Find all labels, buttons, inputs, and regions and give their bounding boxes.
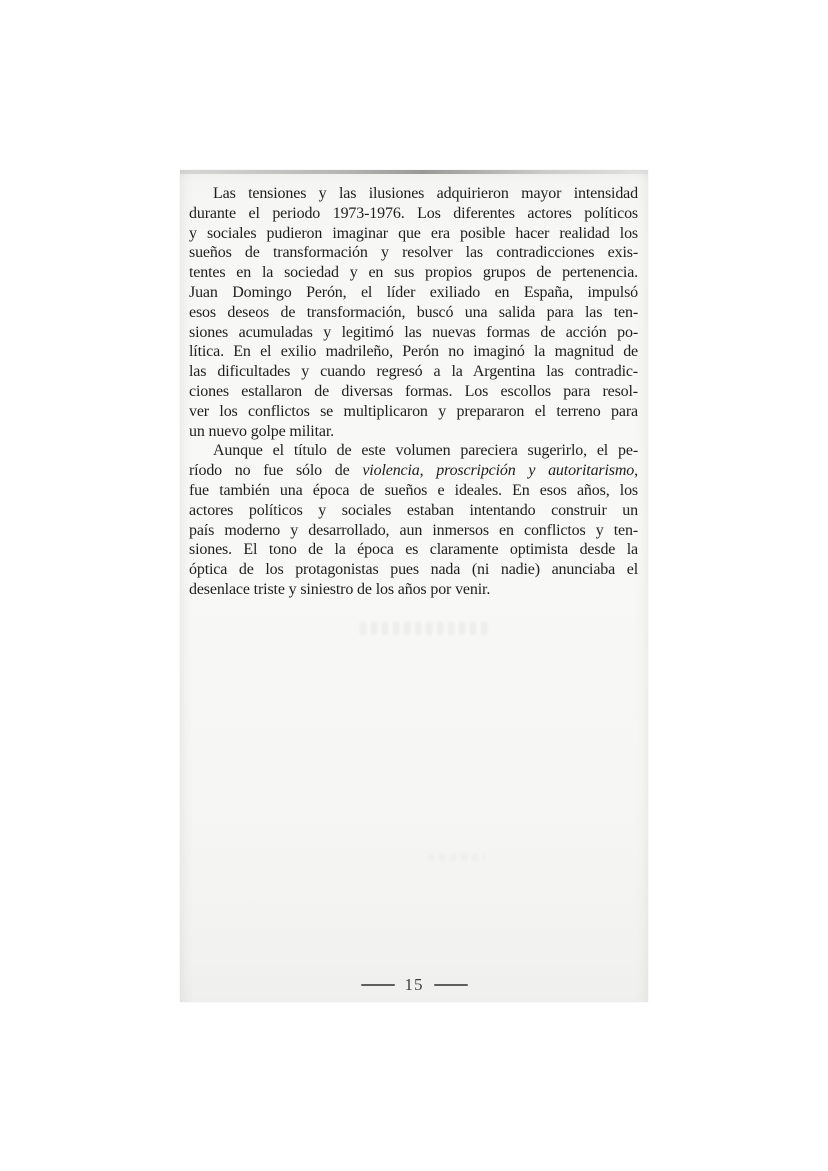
paragraph1-line: ver los conflictos se multiplicaron y prepararon el terreno para (189, 402, 638, 420)
paragraph1-line: esos deseos de transformación, buscó una salida para las ten- (189, 303, 638, 321)
paragraph2-line: siones. El tono de la época es claramente optimista desde la (189, 541, 638, 559)
paragraph1-line: lítica. En el exilio madrileño, Perón no imaginó la magnitud de (189, 343, 638, 361)
paragraph1-line: tentes en la sociedad y en sus propios grupos de pertenencia. (189, 264, 638, 282)
paragraph1-line: ciones estallaron de diversas formas. Los escollos para resol- (189, 382, 638, 400)
paragraph1-line: Las tensiones y las ilusiones adquirieron mayor intensidad (213, 185, 638, 202)
paragraph2-line: país moderno y desarrollado, aun inmersos en conflictos y ten- (189, 521, 638, 539)
paragraph1-line: las dificultades y cuando regresó a la Argentina las contradic- (189, 363, 638, 381)
folio-left-rule (361, 984, 395, 986)
page-top-edge-shadow (180, 170, 648, 174)
line-segment: ríodo no fue sólo de (189, 462, 363, 480)
paragraph1-line: siones acumuladas y legitimó las nuevas formas de acción po- (189, 323, 638, 341)
page-footer (180, 976, 648, 993)
line-segment: , (634, 462, 638, 480)
bleed-through-smudge (428, 854, 486, 861)
paragraph1-line: durante el periodo 1973-1976. Los diferentes actores políticos (189, 204, 638, 222)
paragraph2-line: fue también una época de sueños e ideales. En esos años, los (189, 481, 638, 499)
paragraph1-line: y sociales pudieron imaginar que era posible hacer realidad los (189, 224, 638, 242)
paragraph2-line-with-italic (189, 461, 638, 481)
paragraph2-line: óptica de los protagonistas pues nada (ni nadie) anunciaba el (189, 561, 638, 579)
page-number: 15 (404, 975, 424, 994)
paragraph1-line: sueños de transformación y resolver las contradicciones exis- (189, 244, 638, 262)
paragraph2-line: actores políticos y sociales estaban intentando construir un (189, 501, 638, 519)
scanned-book-page (180, 170, 648, 1002)
paragraph1-line: Juan Domingo Perón, el líder exiliado en España, impulsó (189, 283, 638, 301)
paragraph2-line: Aunque el título de este volumen pareciera sugerirlo, el pe- (213, 442, 638, 460)
page-text-block (189, 184, 638, 600)
paragraph2-last-line: desenlace triste y siniestro de los años por venir. (189, 580, 491, 598)
folio-right-rule (434, 984, 468, 986)
italic-phrase: violencia, proscripción y autoritarismo (362, 462, 635, 480)
paragraph1-last-line: un nuevo golpe militar. (189, 422, 334, 440)
bleed-through-text (360, 622, 490, 635)
